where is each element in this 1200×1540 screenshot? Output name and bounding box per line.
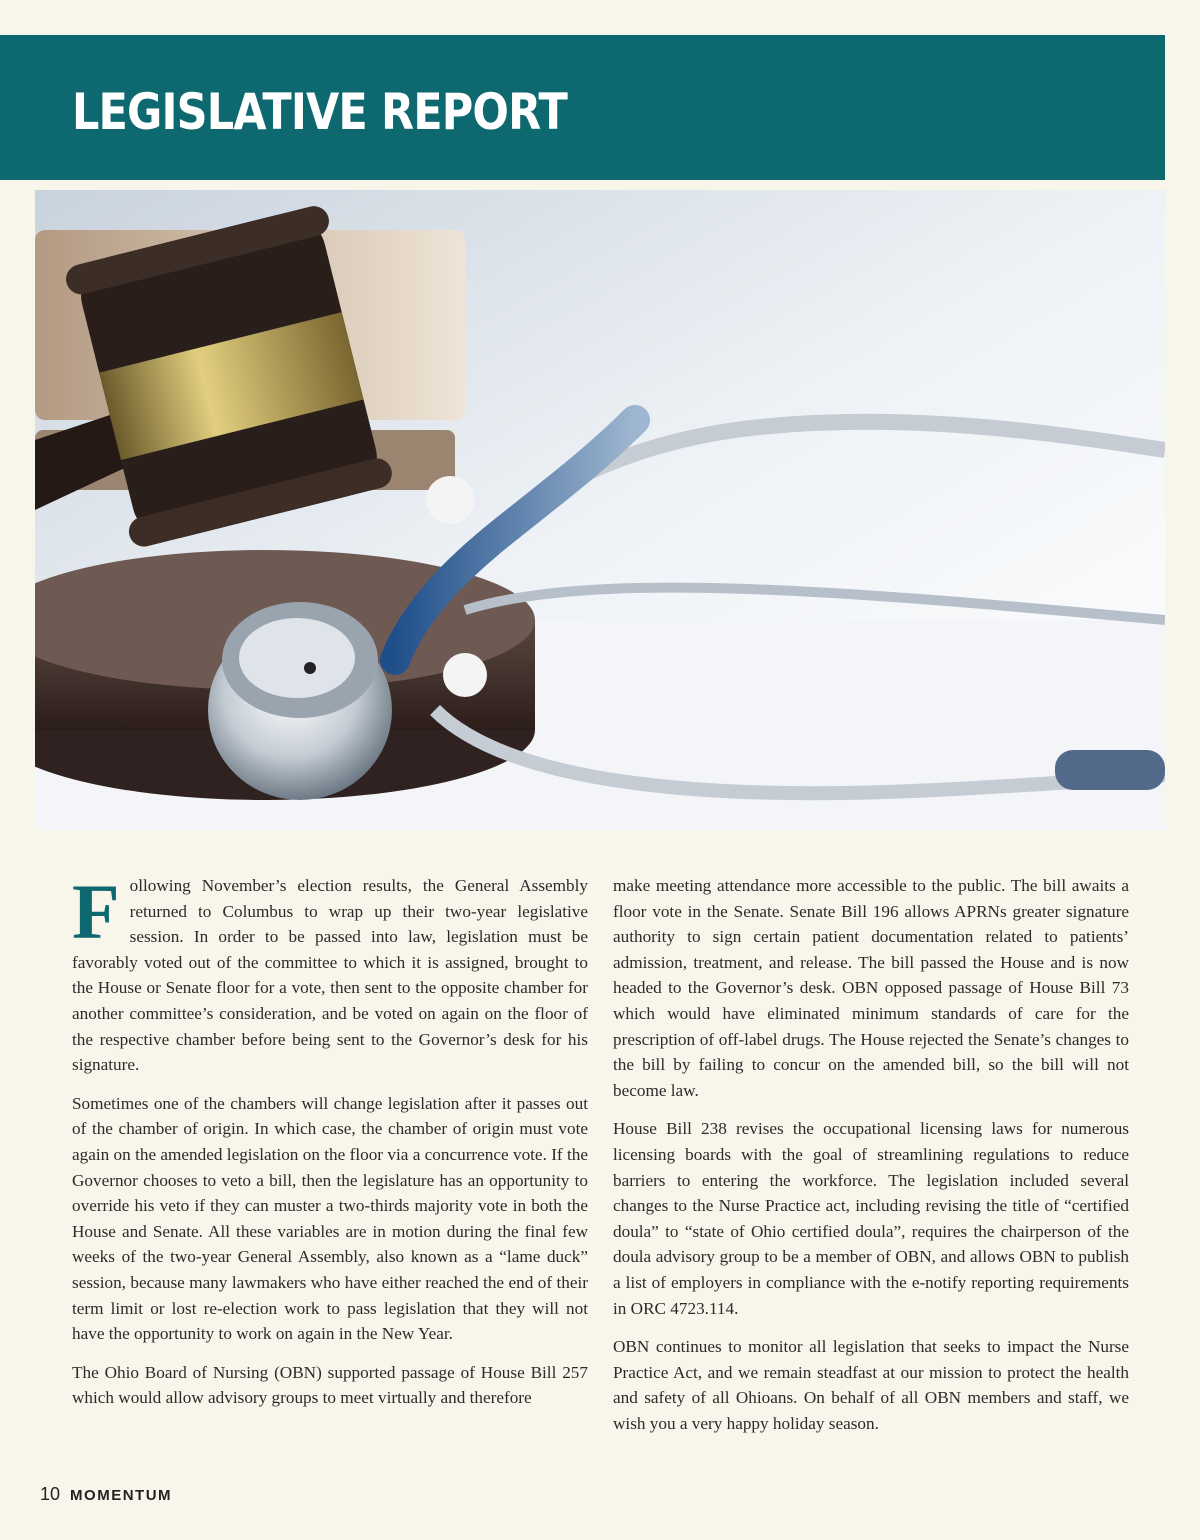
gavel-and-stethoscope-photo xyxy=(35,190,1165,830)
article-paragraph xyxy=(72,868,588,1078)
drop-cap: F xyxy=(72,868,120,955)
article-paragraph: OBN continues to monitor all legislation that seeks to impact the Nurse Practice Act, and we remain steadfast at our mission to protect the health and safety of all Ohioans. On behalf of all OBN members and staff, we wish you a very happy holiday season. xyxy=(613,1337,1129,1433)
article-right-column xyxy=(613,873,1129,1449)
article-paragraph: House Bill 238 revises the occupational licensing laws for numerous licensing boards with the goal of streamlining regulations to reduce barriers to entering the workforce. The legislation included several changes to the Nurse Practice act, including revising the title of “certified doula” to “state of Ohio certified doula”, requires the chairperson of the doula advisory group to be a member of OBN, and allows OBN to publish a list of employers in compliance with the e-notify reporting requirements in ORC 4723.114. xyxy=(613,1119,1129,1318)
article-left-column xyxy=(72,868,588,1424)
page-footer xyxy=(40,1484,172,1505)
magazine-name: MOMENTUM xyxy=(70,1487,173,1504)
title-banner xyxy=(0,35,1165,180)
article-paragraph: make meeting attendance more accessible to the public. The bill awaits a floor vote in the Senate. Senate Bill 196 allows APRNs greater signature authority to sign certain patient documentation related to patients’ admission, treatment, and release. The bill passed the House and is now headed to the Governor’s desk. OBN opposed passage of House Bill 73 which would have eliminated minimum standards of care for the prescription of off-label drugs. The House rejected the Senate’s changes to the bill by failing to concur on the amended bill, so the bill will not become law. xyxy=(613,876,1129,1100)
paragraph-text: ollowing November’s election results, the General Assembly returned to Columbus to wrap up their two-year legislative session. In order to be passed into law, legislation must be favorably voted out of the committee to which it is assigned, brought to the House or Senate floor for a vote, then sent to the opposite chamber for another committee’s consideration, and be voted on again on the floor of the respective chamber before being sent to the Governor’s desk for his signature. xyxy=(72,876,588,1075)
article-paragraph: The Ohio Board of Nursing (OBN) supported passage of House Bill 257 which would allow advisory groups to meet virtually and therefore xyxy=(72,1362,588,1408)
article-paragraph: Sometimes one of the chambers will change legislation after it passes out of the chamber of origin. In which case, the chamber of origin must vote again on the amended legislation on the floor via a concurrence vote. If the Governor chooses to veto a bill, then the legislature has an opportunity to override his veto if they can muster a two-thirds majority vote in both the House and Senate. All these variables are in motion during the final few weeks of the two-year General Assembly, also known as a “lame duck” session, because many lawmakers who have either reached the end of their term limit or lost re-election work to pass legislation that they will not have the opportunity to work on again in the New Year. xyxy=(72,1093,588,1344)
page-number: 10 xyxy=(40,1484,61,1504)
page-title: LEGISLATIVE REPORT xyxy=(72,83,567,141)
